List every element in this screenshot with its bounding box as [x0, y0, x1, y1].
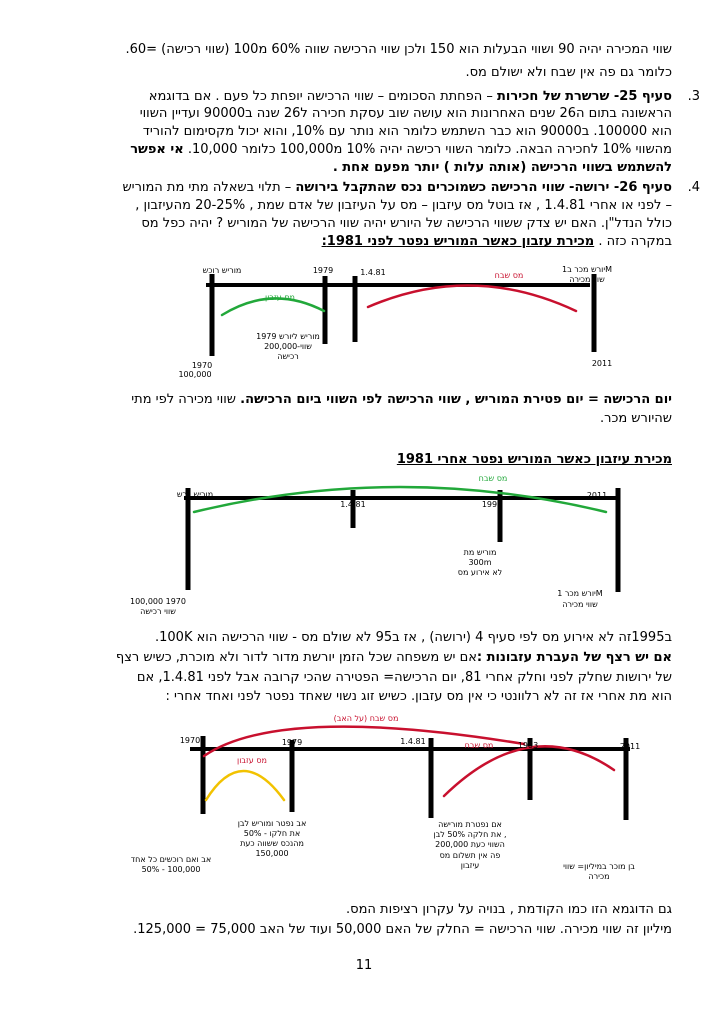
label: מוריש מת: [463, 548, 497, 557]
paragraph-line: כולל הנדל"ן. האם יש צדק ששווי הרכישה של היורש יהיה שווי הרכישה של המוריש ? יהיה כפל מס: [141, 216, 672, 231]
label: מוריש יורש: [176, 490, 214, 499]
paragraph-line: להשתמש בשווי הרכישה (אותה עלות ) יותר מפעם אחת .: [332, 160, 672, 175]
label: פה אין תשלום מס: [439, 851, 501, 860]
label: 300m: [468, 558, 492, 567]
red-arc: [368, 285, 576, 311]
paragraph-line: מיליון זה שווי מכירה. שווי הרכישה = החלק של האם 50,000 ועוד של האב 75,000 = 125,000.: [133, 922, 672, 937]
bold-heading: מכירת עזבון כאשר המוריש נפטר לפני 1981:: [321, 234, 595, 249]
label: 1979: [281, 738, 303, 747]
label: את חלקה 50% לבן ,: [433, 830, 507, 839]
label: 1.4.81: [340, 500, 366, 509]
label: בן מוכר במיליון= שווי: [563, 862, 635, 871]
label: לא אירוע מס: [457, 568, 503, 577]
label: מס שבח: [494, 271, 524, 280]
label: מכירה: [588, 872, 610, 881]
paragraph-line: גם הדוגמא הזו כמו הקודמת , בנויה על עקרון רציפות המס.: [346, 902, 672, 917]
paragraph-line: כלומר גם פה אין שבח ולא ישולם מס.: [465, 65, 672, 80]
label: 100,000: [178, 370, 212, 379]
bold-lead: סעיף 25- שרשרת של חכירות: [497, 89, 672, 104]
bold-text: אי אפשר: [130, 142, 184, 157]
paragraph-line: [52, 232, 672, 251]
label: 2011: [591, 359, 613, 368]
label: מהנכס ששווה כעת: [240, 839, 304, 848]
paragraph-line: של ירושות שחלק לפני וחלק אחרי 81, יום הרכישה= הפטירה שהכי קרובה אבל לפני 1.4.81, אם: [136, 670, 672, 685]
label: שווי מכירה: [562, 600, 598, 609]
label: 2011: [619, 742, 641, 751]
paragraph-line: הוא מת אחרי אז זה לא רלוונטי כי אין מס עזבון. כשיש זוג נשוי שאחד נפטר לפני ואחד אחרי :: [165, 689, 672, 704]
label: יורש מכר ב1M: [561, 265, 613, 274]
paragraph-line: הראשונה בתום ה26 שנים האחרונות הוא עושה שוב עסקת חכירה ל26 שנה ב90000 ועדיין השווי: [139, 106, 672, 121]
label: מוריש רוכש: [202, 266, 242, 275]
label: שווי מכירה: [569, 275, 605, 284]
label: יורש מכר 1M: [557, 589, 603, 598]
bold-text: יום הרכישה = יום פטירת המוריש , שווי הרכישה לפי השווי ביום הרכישה.: [240, 392, 672, 407]
label: שווי רכישה: [140, 607, 176, 616]
paragraph-line: שהיורש מכר.: [599, 411, 672, 426]
label: אב נפטר ומוריש לבן: [237, 819, 307, 828]
timeline-diagram-spouse: [180, 712, 640, 822]
list-number: 3.: [687, 89, 700, 104]
label: 50% - 100,000: [141, 865, 201, 874]
label: השווי כעת 200,000: [435, 840, 505, 849]
paragraph-line: – לפני או אחרי 1.4.81 , אז בוטל מס עיזבון – מס על העיזבון של אדם שמת , 20-25% מהעיזבון ,: [135, 198, 672, 213]
paragraph-line: [52, 178, 672, 197]
label: 1.4.81: [360, 268, 386, 277]
label: מס שבח: [464, 741, 494, 750]
paragraph-line: [52, 648, 672, 667]
yellow-arc: [206, 771, 284, 800]
text-rest: – הפחתת הסכומים – שווי הרכישה יופחת כל פעם . אם בדוגמא: [148, 89, 498, 104]
label: 150,000: [255, 849, 289, 858]
label: אם נפטרת מורישה: [438, 820, 502, 829]
label: 1995: [481, 500, 503, 509]
label: 200,000-שווי: [264, 342, 312, 351]
label: אב ואם רוכשים כל אחד: [130, 855, 212, 864]
label: מס עזבון: [237, 756, 267, 765]
paragraph-line: [52, 390, 672, 409]
section-heading: מכירת עיזבון כאשר המוריש נפטר אחרי 1981: [396, 452, 672, 467]
label: 100,000 1970: [130, 597, 186, 606]
label: 1.4.81: [400, 737, 426, 746]
label: 1979: [312, 266, 334, 275]
label: מס שבח (על האב): [333, 714, 399, 723]
page-number: 11: [355, 958, 373, 973]
text-rest: שווי מכירה לפי מתי: [131, 392, 241, 407]
text-rest: – תלוי בשאלה מתי מת המוריש: [122, 180, 296, 195]
bold-text: אם יש רצף של העברת עזבונות :: [476, 650, 672, 665]
text-rest: במקרה כזה .: [594, 234, 672, 249]
paragraph-line: [52, 140, 672, 159]
label: את חלקו - 50%: [243, 829, 301, 838]
label: רכישה: [277, 352, 299, 361]
text-rest: מהשווי 10% לחכירה הבאה. כלומר השווי רכישה יהיה 10% מ100,000 כלומר 10,000.: [183, 142, 672, 157]
bold-lead: סעיף 26- ירושה- שווי הרכישה כשמוכרים נכס שהתקבל בירושה: [295, 180, 672, 195]
paragraph-line: ב1995זה לא אירוע מס לפי סעיף 4 (ירושה) , אז ב95 לא שולם מס - שווי הרכישה הוא 100K.: [154, 630, 672, 645]
text-rest: אם יש משפחה שכל הזמן יורשת מדור לדור ולא מוכרת, כשיש רצף: [115, 650, 477, 665]
label: 1993: [517, 741, 539, 750]
label: 2011: [586, 491, 608, 500]
label: מס עזבון: [265, 293, 295, 302]
paragraph-line: הוא 100000. ב90000 הוא כבר השתמש כלומר הוא נותר עם 10%, והוא יכול מקסימום להוריד: [142, 124, 672, 139]
label: 1970: [191, 361, 213, 370]
paragraph-line: שווי המכירה יהיה 90 ושווי הבעלות הוא 150 ולכן שווי הרכישה שווה 60% מ100 (שווי רכישה) =60.: [125, 42, 672, 57]
list-number: 4.: [687, 180, 700, 195]
label: 1979 מוריש ליורש: [256, 332, 320, 341]
label: מס שבח: [478, 474, 508, 483]
label: 1970: [179, 736, 201, 745]
label: עיזבון: [460, 861, 480, 870]
